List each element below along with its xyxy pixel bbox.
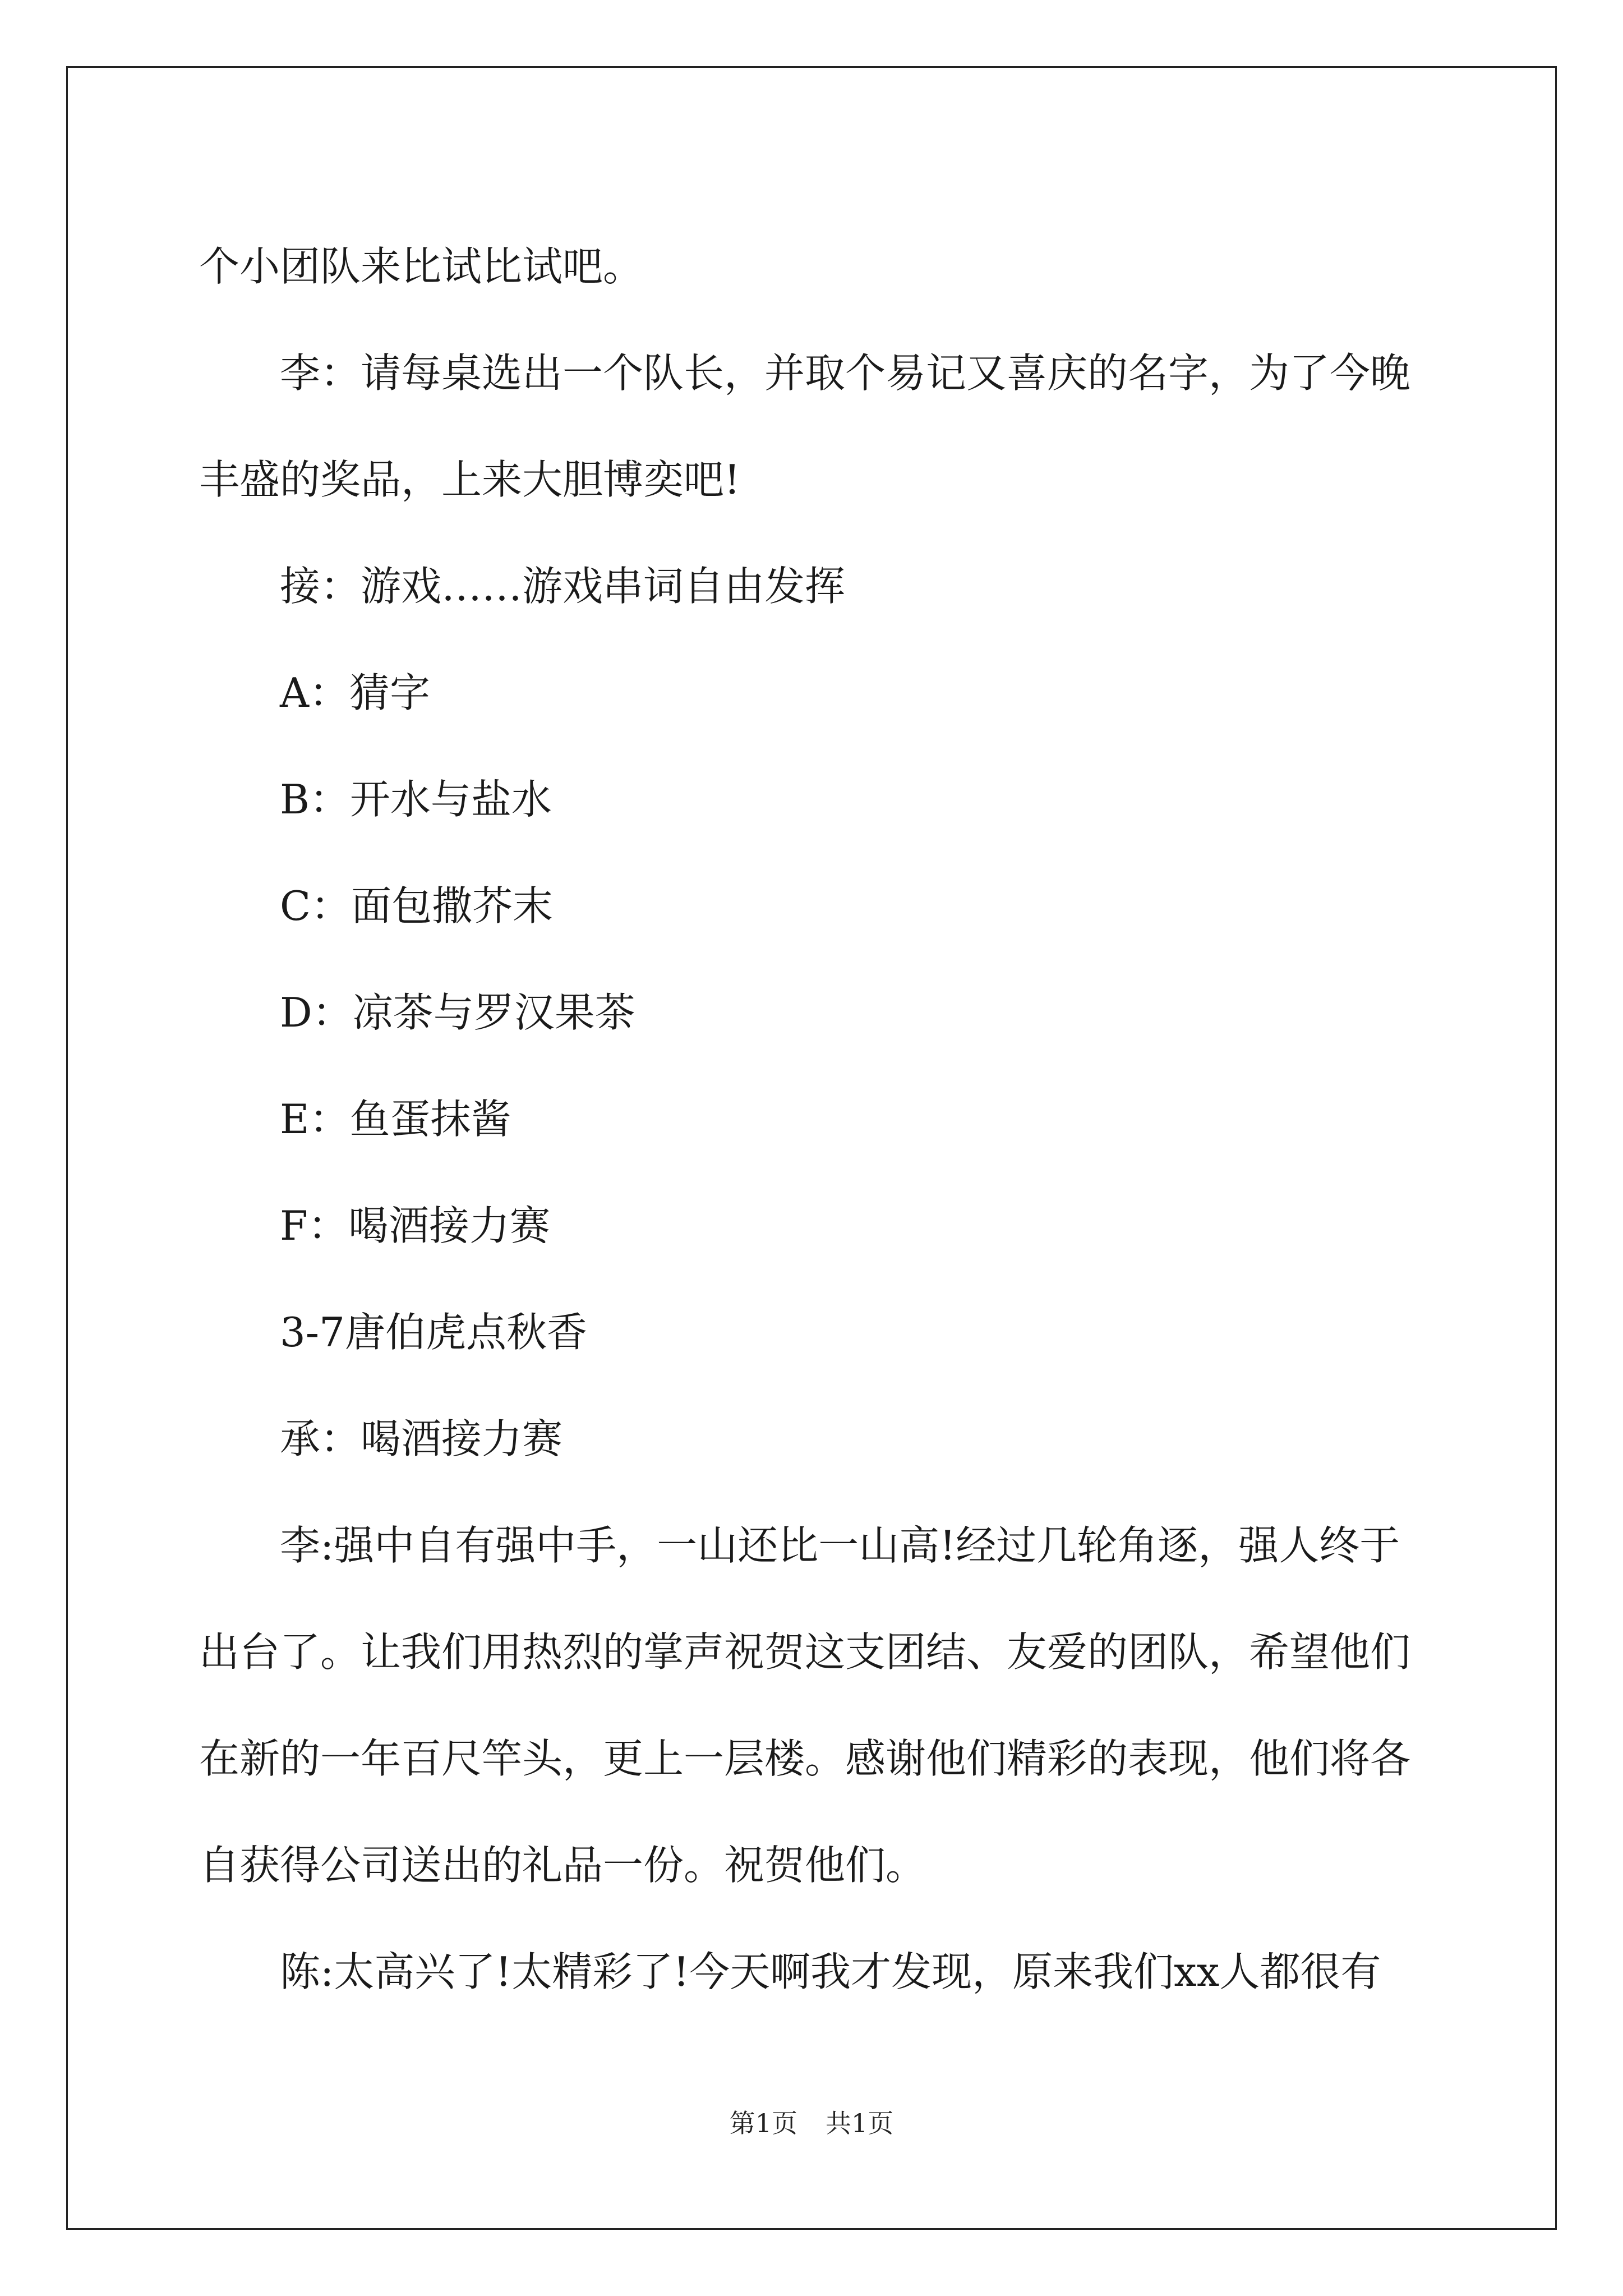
paragraph-7: D：凉茶与罗汉果茶 [280,989,635,1036]
paragraph-10: 3-7唐伯虎点秋香 [280,1309,587,1356]
paragraph-1: 个小团队来比试比试吧。 [199,243,644,290]
paragraph-6: C：面包撒芥末 [280,882,554,930]
paragraph-5: B：开水与盐水 [280,776,552,823]
paragraph-3: 接：游戏……游戏串词自由发挥 [280,563,846,610]
paragraph-11: 承：喝酒接力赛 [280,1415,563,1462]
page-total: 共1页 [826,2108,894,2138]
document-body [199,213,1427,2025]
paragraph-12: 李:强中自有强中手，一山还比一山高!经过几轮角逐，强人终于出台了。让我们用热烈的掌声祝贺这支团结、友爱的团队，希望他们在新的一年百尺竿头，更上一层楼。感谢他们精彩的表现，他们将各自获得公司送出的礼品一份。祝贺他们。 [199,1522,1411,1889]
paragraph-9: F：喝酒接力赛 [280,1202,550,1249]
paragraph-8: E：鱼蛋抹酱 [280,1096,511,1143]
paragraph-2: 李：请每桌选出一个队长，并取个易记又喜庆的名字，为了今晚丰盛的奖品，上来大胆博奕吧! [199,349,1411,503]
page-footer [0,2106,1623,2140]
paragraph-13: 陈:太高兴了!太精彩了!今天啊我才发现，原来我们xx人都很有 [280,1948,1381,1995]
page-number: 第1页 [729,2108,797,2138]
paragraph-4: A：猜字 [280,669,430,716]
